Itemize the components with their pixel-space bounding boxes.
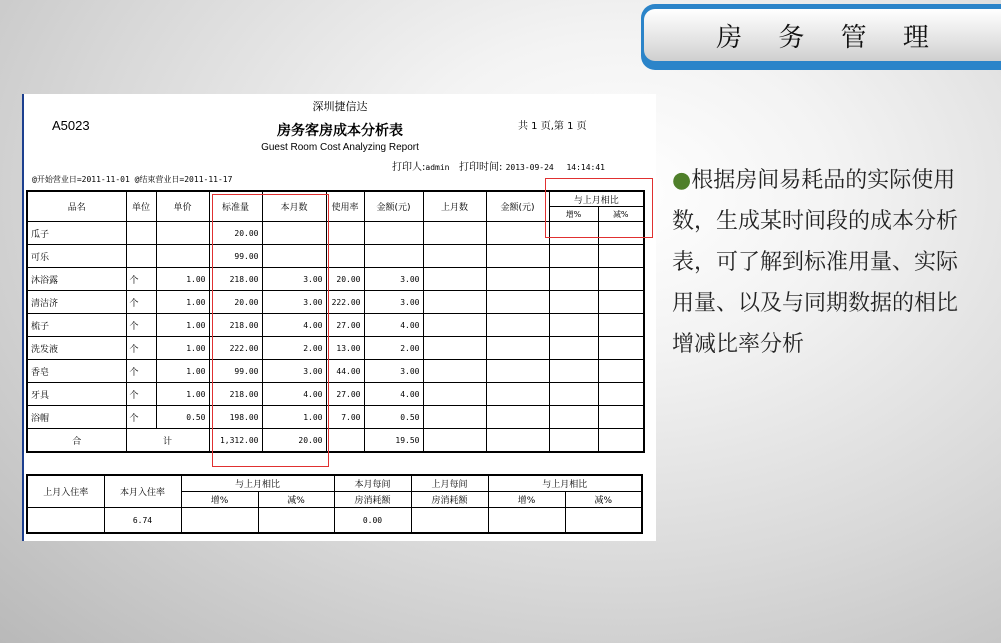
bottom-last-occupancy <box>27 508 104 534</box>
bottom-increase-2 <box>488 508 565 534</box>
cell-amount: 3.00 <box>364 360 423 383</box>
cell-inc <box>549 314 598 337</box>
cell-unit: 个 <box>126 314 156 337</box>
cell-month: 3.00 <box>262 360 326 383</box>
cell-last-amount <box>486 406 549 429</box>
section-title-box <box>644 9 1001 61</box>
print-time-value: 2013-09-24 <box>505 163 554 172</box>
report-page-count: 共 1 页,第 1 页 <box>518 121 587 132</box>
cell-amount: 2.00 <box>364 337 423 360</box>
cell-last-amount <box>486 337 549 360</box>
cell-amount <box>364 245 423 268</box>
table-row <box>27 406 644 429</box>
cell-name: 沐浴露 <box>27 268 126 291</box>
cell-unit: 个 <box>126 337 156 360</box>
bottom-header-current-per-room: 本月每间 <box>334 475 411 492</box>
col-header-unit: 单位 <box>126 191 156 222</box>
cell-inc <box>549 268 598 291</box>
total-last-month <box>423 429 486 453</box>
cell-month: 4.00 <box>262 383 326 406</box>
cell-name: 可乐 <box>27 245 126 268</box>
cell-last-amount <box>486 268 549 291</box>
cell-std: 218.00 <box>209 383 262 406</box>
cell-month: 1.00 <box>262 406 326 429</box>
cell-last <box>423 360 486 383</box>
cell-std: 222.00 <box>209 337 262 360</box>
printer-value: admin <box>425 163 450 172</box>
bottom-current-occupancy: 6.74 <box>104 508 181 534</box>
description-body: 根据房间易耗品的实际使用数，生成某时间段的成本分析表，可了解到标准用量、实际用量、以及与同期数据的相比增减比率分析 <box>672 168 959 357</box>
description-text <box>672 160 972 365</box>
col-header-name: 品名 <box>27 191 126 222</box>
cell-rate: 44.00 <box>326 360 364 383</box>
print-time-label: 打印时间: <box>459 162 503 173</box>
cell-amount: 3.00 <box>364 268 423 291</box>
cell-name: 香皂 <box>27 360 126 383</box>
table-row <box>27 222 644 245</box>
cell-month: 3.00 <box>262 291 326 314</box>
cell-rate: 27.00 <box>326 383 364 406</box>
col-header-increase: 增% <box>549 207 598 222</box>
cell-rate <box>326 245 364 268</box>
section-title: 房 务 管 理 <box>716 22 943 53</box>
cell-std: 218.00 <box>209 314 262 337</box>
cell-last <box>423 291 486 314</box>
cell-amount: 4.00 <box>364 314 423 337</box>
cell-month: 2.00 <box>262 337 326 360</box>
cell-unit <box>126 222 156 245</box>
report-image <box>22 94 656 541</box>
cell-last-amount <box>486 360 549 383</box>
cell-month: 4.00 <box>262 314 326 337</box>
cell-std: 20.00 <box>209 222 262 245</box>
table-row <box>27 360 644 383</box>
cell-amount: 3.00 <box>364 291 423 314</box>
cell-price: 1.00 <box>156 337 209 360</box>
bottom-header-last-occupancy: 上月入住率 <box>27 475 104 508</box>
cell-name: 梳子 <box>27 314 126 337</box>
report-subtitle: Guest Room Cost Analyzing Report <box>261 142 419 153</box>
col-header-last-amount: 金额(元) <box>486 191 549 222</box>
cell-dec <box>598 383 644 406</box>
bottom-sub-last-consumption: 房消耗额 <box>411 492 488 508</box>
cell-dec <box>598 268 644 291</box>
total-usage-rate <box>326 429 364 453</box>
cell-inc <box>549 360 598 383</box>
bottom-header-compare: 与上月相比 <box>181 475 334 492</box>
cell-rate: 13.00 <box>326 337 364 360</box>
cell-dec <box>598 360 644 383</box>
report-title: 房务客房成本分析表 <box>277 124 403 139</box>
cell-last <box>423 268 486 291</box>
cell-month: 3.00 <box>262 268 326 291</box>
cell-inc <box>549 383 598 406</box>
table-row <box>27 268 644 291</box>
cell-rate: 7.00 <box>326 406 364 429</box>
cell-unit: 个 <box>126 360 156 383</box>
cell-amount: 0.50 <box>364 406 423 429</box>
report-code: A5023 <box>52 118 90 133</box>
cell-last-amount <box>486 383 549 406</box>
col-header-amount: 金额(元) <box>364 191 423 222</box>
printer-label: 打印人: <box>392 162 426 173</box>
bottom-sub-increase-2: 增% <box>488 492 565 508</box>
table-row <box>27 291 644 314</box>
total-month-qty: 20.00 <box>262 429 326 453</box>
bottom-header-compare-2: 与上月相比 <box>488 475 642 492</box>
bottom-last-per-room <box>411 508 488 534</box>
report-company: 深圳捷信达 <box>312 100 368 113</box>
report-date-range: @开始营业日=2011-11-01 @结束营业日=2011-11-17 <box>32 175 233 184</box>
col-header-standard: 标准量 <box>209 191 262 222</box>
bottom-increase <box>181 508 258 534</box>
table-row <box>27 383 644 406</box>
bottom-header-last-per-room: 上月每间 <box>411 475 488 492</box>
col-header-last-month: 上月数 <box>423 191 486 222</box>
cell-inc <box>549 291 598 314</box>
total-last-amount <box>486 429 549 453</box>
cell-dec <box>598 222 644 245</box>
bottom-sub-increase: 增% <box>181 492 258 508</box>
table-row <box>27 245 644 268</box>
cell-price: 1.00 <box>156 314 209 337</box>
col-header-month-qty: 本月数 <box>262 191 326 222</box>
total-label-right: 计 <box>126 429 209 453</box>
total-decrease <box>598 429 644 453</box>
cell-last <box>423 314 486 337</box>
cell-unit: 个 <box>126 291 156 314</box>
col-header-price: 单价 <box>156 191 209 222</box>
cell-last <box>423 406 486 429</box>
cell-rate: 20.00 <box>326 268 364 291</box>
occupancy-table <box>26 474 643 534</box>
cell-last-amount <box>486 222 549 245</box>
cell-dec <box>598 245 644 268</box>
cell-inc <box>549 245 598 268</box>
cell-dec <box>598 314 644 337</box>
cell-std: 20.00 <box>209 291 262 314</box>
cell-rate: 222.00 <box>326 291 364 314</box>
bottom-current-per-room: 0.00 <box>334 508 411 534</box>
cell-amount: 4.00 <box>364 383 423 406</box>
cell-price: 1.00 <box>156 268 209 291</box>
cell-last-amount <box>486 314 549 337</box>
total-label-left: 合 <box>27 429 126 453</box>
bottom-sub-decrease-2: 减% <box>565 492 642 508</box>
cell-month <box>262 222 326 245</box>
cell-name: 清洁济 <box>27 291 126 314</box>
cell-price <box>156 222 209 245</box>
cell-price: 1.00 <box>156 383 209 406</box>
cell-last-amount <box>486 245 549 268</box>
print-clock-value: 14:14:41 <box>566 163 605 172</box>
cell-last <box>423 245 486 268</box>
cell-dec <box>598 291 644 314</box>
cell-name: 牙具 <box>27 383 126 406</box>
table-row <box>27 337 644 360</box>
bottom-sub-decrease: 减% <box>258 492 334 508</box>
col-header-decrease: 减% <box>598 207 644 222</box>
table-row <box>27 314 644 337</box>
cell-std: 99.00 <box>209 245 262 268</box>
total-increase <box>549 429 598 453</box>
cell-amount <box>364 222 423 245</box>
cell-month <box>262 245 326 268</box>
cell-last <box>423 383 486 406</box>
col-header-compare: 与上月相比 <box>549 191 644 207</box>
total-standard: 1,312.00 <box>209 429 262 453</box>
bottom-decrease <box>258 508 334 534</box>
cell-last <box>423 222 486 245</box>
total-row <box>27 429 644 453</box>
cell-inc <box>549 337 598 360</box>
cell-price: 1.00 <box>156 360 209 383</box>
cell-price <box>156 245 209 268</box>
cell-unit <box>126 245 156 268</box>
cell-dec <box>598 337 644 360</box>
cell-std: 99.00 <box>209 360 262 383</box>
bottom-header-current-occupancy: 本月入住率 <box>104 475 181 508</box>
cell-name: 洗发液 <box>27 337 126 360</box>
cell-inc <box>549 222 598 245</box>
cell-last-amount <box>486 291 549 314</box>
cell-inc <box>549 406 598 429</box>
cost-table <box>26 190 645 453</box>
cell-price: 1.00 <box>156 291 209 314</box>
report-print-info <box>392 158 605 173</box>
cell-unit: 个 <box>126 406 156 429</box>
cell-rate: 27.00 <box>326 314 364 337</box>
cell-std: 218.00 <box>209 268 262 291</box>
col-header-usage-rate: 使用率 <box>326 191 364 222</box>
cell-std: 198.00 <box>209 406 262 429</box>
cell-unit: 个 <box>126 268 156 291</box>
cell-dec <box>598 406 644 429</box>
total-amount: 19.50 <box>364 429 423 453</box>
cell-name: 浴帽 <box>27 406 126 429</box>
bottom-decrease-2 <box>565 508 642 534</box>
bottom-sub-current-consumption: 房消耗额 <box>334 492 411 508</box>
cell-unit: 个 <box>126 383 156 406</box>
cell-price: 0.50 <box>156 406 209 429</box>
section-title-tab <box>641 4 1001 70</box>
cell-name: 瓜子 <box>27 222 126 245</box>
cell-last <box>423 337 486 360</box>
cell-rate <box>326 222 364 245</box>
bullet-icon: ● <box>672 168 692 193</box>
